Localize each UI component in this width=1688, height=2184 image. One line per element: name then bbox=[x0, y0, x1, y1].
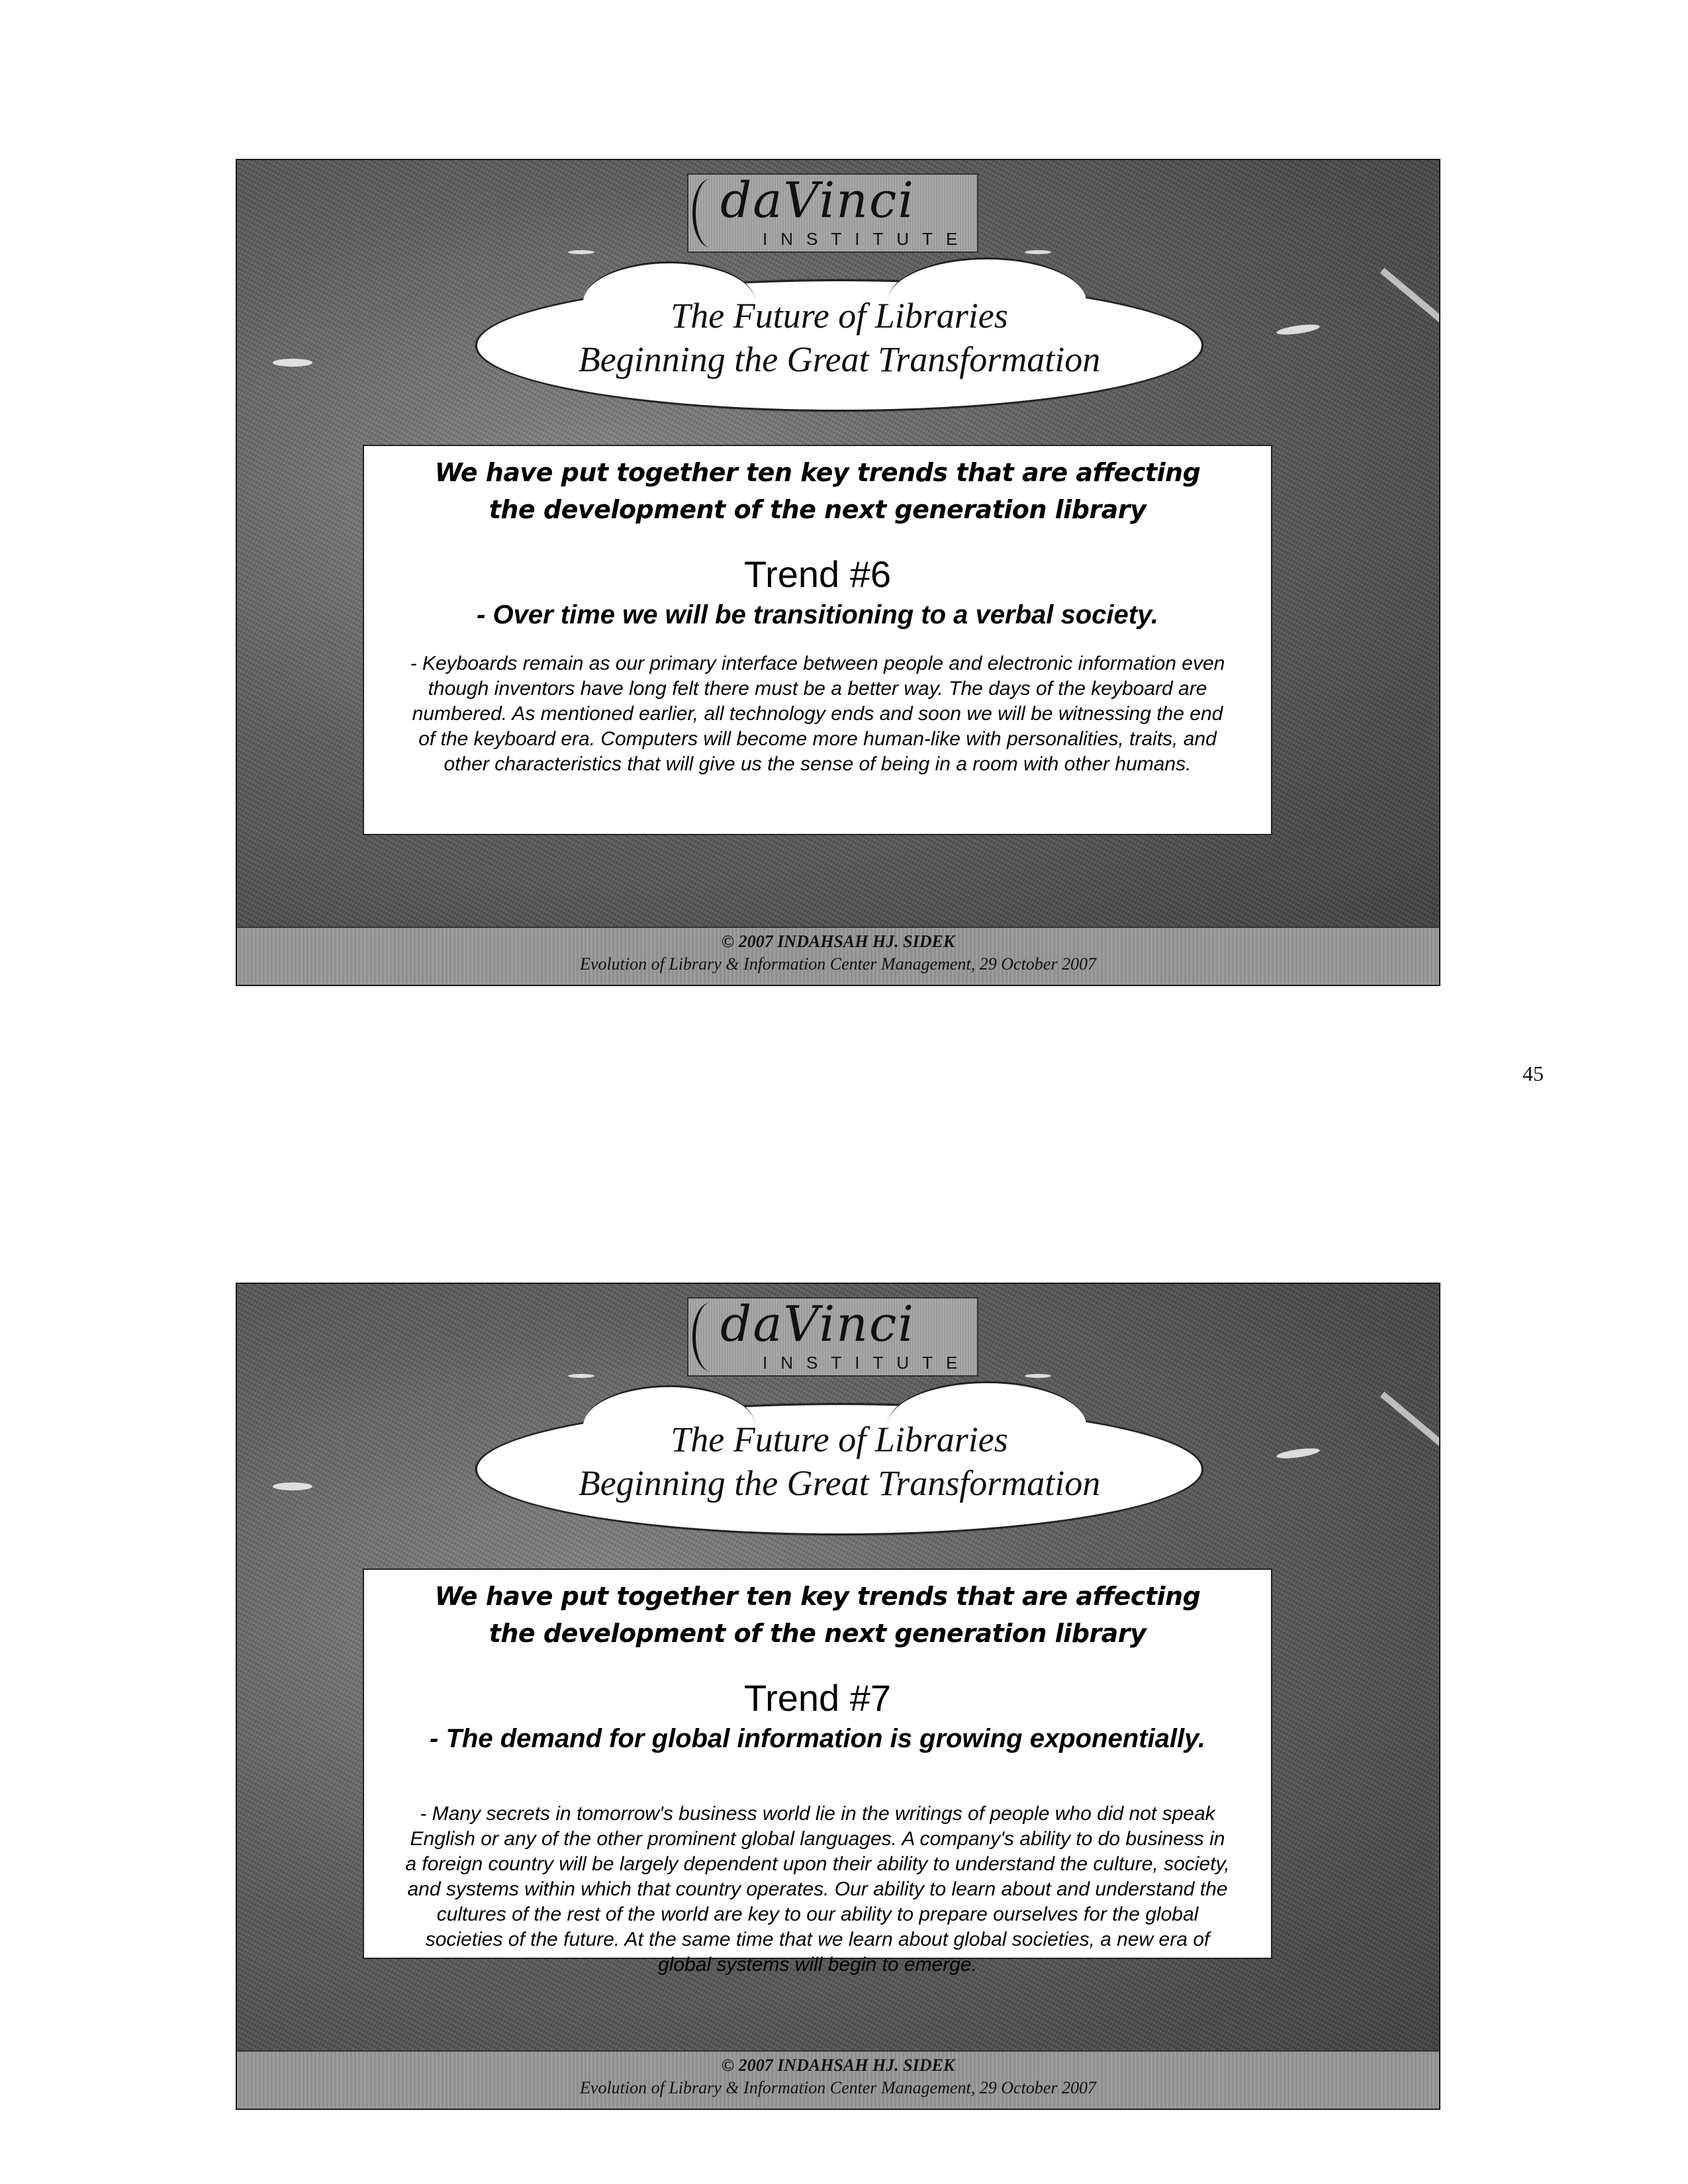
logo-subtitle: INSTITUTE bbox=[763, 1353, 971, 1373]
logo-word: daVinci bbox=[720, 172, 915, 229]
light-streak bbox=[273, 359, 312, 367]
page-number: 45 bbox=[1523, 1062, 1544, 1085]
light-streak bbox=[273, 1482, 312, 1490]
slide-title: The Future of Libraries bbox=[671, 296, 1008, 336]
trend-headline: - The demand for global information is growing exponentially. bbox=[430, 1724, 1205, 1753]
copyright-text: © 2007 INDAHSAH HJ. SIDEK bbox=[721, 2056, 955, 2075]
event-text: Evolution of Library & Information Center Management, 29 October 2007 bbox=[580, 2078, 1096, 2097]
trend-heading: Trend #6 bbox=[743, 553, 892, 595]
title-cloud bbox=[475, 1403, 1203, 1535]
light-streak bbox=[1025, 250, 1051, 254]
trend-heading: Trend #7 bbox=[743, 1677, 892, 1719]
title-cloud bbox=[475, 279, 1203, 412]
logo-subtitle: INSTITUTE bbox=[763, 229, 971, 249]
slide-subtitle: Beginning the Great Transformation bbox=[578, 340, 1101, 379]
intro-line: We have put together ten key trends that are affecting bbox=[434, 1582, 1201, 1611]
light-streak bbox=[1380, 1392, 1440, 1448]
logo-word: daVinci bbox=[720, 1296, 915, 1353]
light-streak bbox=[1380, 268, 1440, 324]
content-box bbox=[363, 445, 1272, 835]
event-text: Evolution of Library & Information Center Management, 29 October 2007 bbox=[580, 954, 1096, 974]
light-streak bbox=[1025, 1374, 1051, 1378]
slide-trend-6 bbox=[236, 159, 1440, 986]
light-streak bbox=[1276, 322, 1320, 336]
intro-line: We have put together ten key trends that are affecting bbox=[434, 458, 1201, 487]
light-streak bbox=[1303, 1283, 1440, 1293]
slide-footer bbox=[237, 2050, 1439, 2109]
light-streak bbox=[1276, 1446, 1320, 1460]
intro-line: the development of the next generation library bbox=[489, 495, 1147, 524]
light-streak bbox=[568, 1374, 594, 1378]
trend-headline: - Over time we will be transitioning to a verbal society. bbox=[477, 600, 1158, 629]
copyright-text: © 2007 INDAHSAH HJ. SIDEK bbox=[721, 932, 955, 951]
light-streak bbox=[568, 250, 594, 254]
trend-body: - Many secrets in tomorrow's business world lie in the writings of people who did not speak English or any of the other prominent global languages. A company's ability to do business in a foreign country will be largely dependent upon their ability to understand the culture, society, and systems within which that country operates. Our ability to learn about and understand the cultures of the rest of the world are key to our ability to prepare ourselves for the global societies of the future. At the same time that we learn about global societies, a new era of global systems will begin to emerge. bbox=[405, 1803, 1230, 1976]
intro-text bbox=[384, 1578, 1251, 1652]
slide-subtitle: Beginning the Great Transformation bbox=[578, 1463, 1101, 1503]
davinci-institute-logo bbox=[687, 1297, 978, 1377]
davinci-institute-logo bbox=[687, 173, 978, 253]
trend-body: - Keyboards remain as our primary interface between people and electronic information even though inventors have long felt there must be a better way. The days of the keyboard are numbered. As mentioned earlier, all technology ends and soon we will be witnessing the end of the keyboard era. Computers will become more human-like with personalities, traits, and other characteristics that will give us the sense of being in a room with other humans. bbox=[410, 653, 1225, 775]
intro-text bbox=[384, 454, 1251, 528]
light-streak bbox=[1303, 159, 1440, 169]
content-box bbox=[363, 1569, 1272, 1976]
intro-line: the development of the next generation library bbox=[489, 1619, 1147, 1648]
slide-title: The Future of Libraries bbox=[671, 1420, 1008, 1459]
slide-footer bbox=[237, 927, 1439, 985]
slide-trend-7 bbox=[236, 1283, 1440, 2110]
